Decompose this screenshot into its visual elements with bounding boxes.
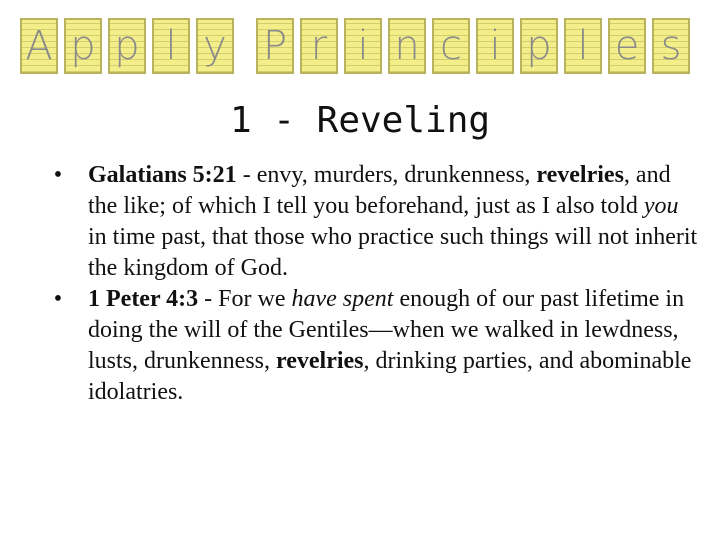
bullet-text bbox=[88, 284, 698, 408]
letter-tile: i bbox=[344, 18, 382, 74]
letter-tile: l bbox=[152, 18, 190, 74]
highlight-word: revelries bbox=[536, 162, 624, 188]
letter-tile: A bbox=[20, 18, 58, 74]
verse-text: in time past, that those who practice such things will not inherit the kingdom of God. bbox=[88, 224, 698, 281]
separator: - bbox=[198, 286, 219, 312]
slide-title: 1 - Reveling bbox=[229, 100, 491, 141]
letter-tile: c bbox=[432, 18, 470, 74]
bullet-dot: • bbox=[53, 286, 63, 312]
principles-banner bbox=[256, 18, 690, 78]
letter-tile: n bbox=[388, 18, 426, 74]
italic-word: have spent bbox=[291, 286, 394, 312]
letter-tile: l bbox=[564, 18, 602, 74]
letter-tile: p bbox=[64, 18, 102, 74]
verse-text: , and the like; of which I tell you beforehand, just as I also told bbox=[88, 162, 671, 219]
bullet-text bbox=[88, 160, 698, 284]
bullet-dot: • bbox=[53, 162, 63, 188]
separator: - bbox=[236, 162, 257, 188]
verse-text: envy, murders, drunkenness, bbox=[256, 162, 537, 188]
bullet-list bbox=[28, 160, 708, 408]
letter-tile: s bbox=[652, 18, 690, 74]
letter-tile: P bbox=[256, 18, 294, 74]
letter-tile: r bbox=[300, 18, 338, 74]
letter-tile: y bbox=[196, 18, 234, 74]
bullet-item bbox=[28, 160, 708, 284]
verse-text: enough of our past lifetime in doing the will of the Gentiles—when we walked in lewdness, lusts, drunkenness, bbox=[88, 286, 685, 374]
verse-text: For we bbox=[218, 286, 292, 312]
scripture-reference: Galatians 5:21 bbox=[88, 162, 237, 188]
apply-banner bbox=[20, 18, 234, 78]
highlight-word: revelries bbox=[276, 348, 364, 374]
letter-tile: e bbox=[608, 18, 646, 74]
letter-tile: p bbox=[108, 18, 146, 74]
verse-text: , drinking parties, and abominable idolatries. bbox=[88, 348, 692, 405]
letter-tile: p bbox=[520, 18, 558, 74]
letter-tile: i bbox=[476, 18, 514, 74]
italic-word: you bbox=[643, 193, 679, 219]
bullet-item bbox=[28, 284, 708, 408]
scripture-reference: 1 Peter 4:3 bbox=[88, 286, 199, 312]
